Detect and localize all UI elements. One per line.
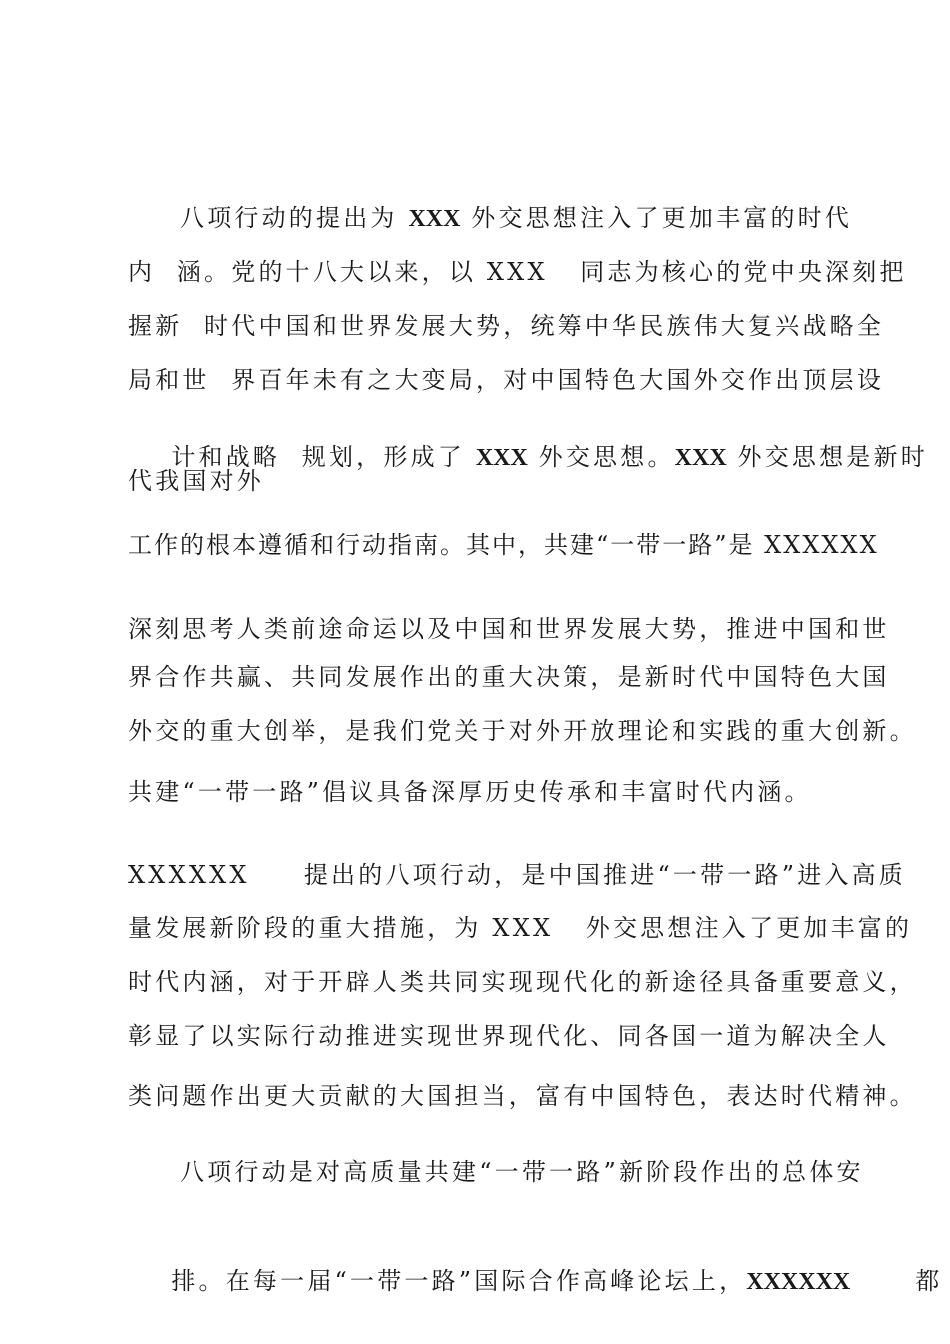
text-line: 内 涵。党的十八大以来，以 XXX 同志为核心的党中央深刻把 [128, 258, 907, 286]
text-line: 外交的重大创举，是我们党关于对外开放理论和实践的重大创新。 [128, 717, 917, 745]
text-line: 彰显了以实际行动推进实现世界现代化、同各国一道为解决全人 [128, 1022, 890, 1050]
text-line: 类问题作出更大贡献的大国担当，富有中国特色，表达时代精神。 [128, 1082, 917, 1110]
text-line: 界合作共赢、共同发展作出的重大决策，是新时代中国特色大国 [128, 663, 890, 691]
text-run-bold: XXX [408, 206, 461, 232]
text-line: 握新 时代中国和世界发展大势，统筹中华民族伟大复兴战略全 [128, 312, 885, 340]
text-line: 共建“一带一路”倡议具备深厚历史传承和丰富时代内涵。 [128, 778, 812, 806]
text-line: 八项行动是对高质量共建“一带一路”新阶段作出的总体安 [180, 1158, 864, 1186]
text-run: 外交思想是新时 [726, 443, 928, 471]
text-run: 排。在每一届“一带一路”国际合作高峰论坛上， [171, 1267, 747, 1295]
text-line: 工作的根本遵循和行动指南。其中，共建“一带一路”是 XXXXXX [128, 531, 879, 559]
text-run-bold: XXX [674, 445, 727, 471]
text-line: 代我国对外 [128, 467, 264, 495]
text-line [180, 203, 900, 234]
text-run: 都 [850, 1267, 943, 1295]
text-line: XXXXXX 提出的八项行动，是中国推进“一带一路”进入高质 [128, 861, 906, 889]
text-line: 量发展新阶段的重大措施，为 XXX 外交思想注入了更加丰富的 [128, 914, 913, 942]
text-line: 局和世 界百年未有之大变局，对中国特色大国外交作出顶层设 [128, 366, 885, 394]
text-line: 时代内涵，对于开辟人类共同实现现代化的新途径具备重要意义， [128, 968, 917, 996]
text-line: 深刻思考人类前途命运以及中国和世界发展大势，推进中国和世 [128, 615, 890, 643]
text-run: 外交思想注入了更加丰富的时代 [460, 204, 853, 232]
text-run: 外交思想。 [527, 443, 675, 471]
text-run-bold: XXX [475, 445, 528, 471]
text-run-bold: XXXXXX [746, 1269, 851, 1295]
text-run: 计和战略 规划，形成了 [171, 443, 476, 471]
text-run: 八项行动的提出为 [180, 204, 409, 232]
text-line [128, 1236, 943, 1327]
